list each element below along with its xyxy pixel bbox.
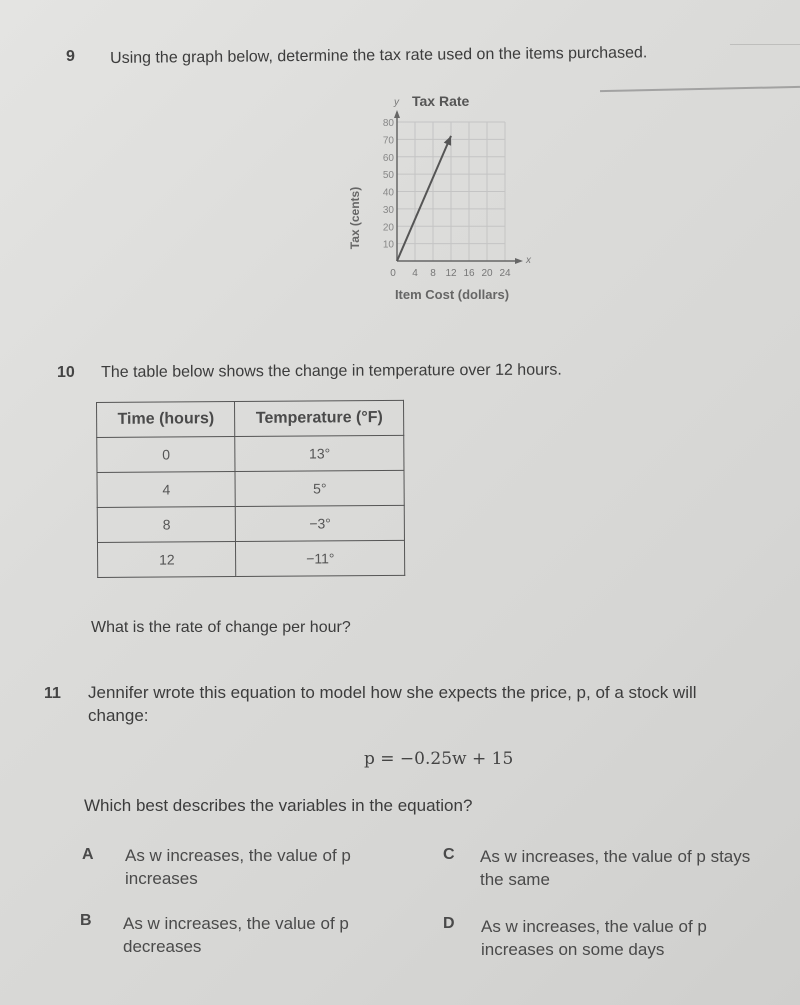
y-tick-label: 70 [382,135,394,147]
y-axis-arrow [394,110,400,118]
table-cell-temperature: 5° [235,470,404,506]
table-row [97,505,404,542]
table-cell-temperature: −11° [236,540,405,576]
table-cell-time: 4 [97,472,236,508]
y-tick-label: 60 [382,152,394,164]
x-tick-label: 12 [445,268,457,279]
stock-equation: p = −0.25w + 15 [364,749,514,769]
x-axis-letter: x [526,255,531,266]
x-axis-label: Item Cost (dollars) [394,287,510,302]
temperature-table [96,400,405,578]
option-b-line2: decreases [123,937,202,956]
tax-rate-chart [330,88,550,308]
option-b-letter[interactable]: B [80,912,92,929]
series-line-tax [397,136,451,261]
y-tick-label: 10 [382,239,394,251]
x-tick-label: 8 [430,268,436,279]
table-cell-time: 0 [97,437,236,473]
pencil-mark [730,44,800,45]
option-d-line2: increases on some days [481,940,665,959]
table-header-row [97,400,404,437]
option-a-text[interactable] [125,844,425,890]
question-10-number: 10 [57,364,75,381]
chart-series [397,136,451,261]
x-tick-label: 20 [481,268,493,279]
y-tick-label: 40 [382,187,394,199]
y-axis-label: Tax (cents) [348,186,362,250]
chart-title: Tax Rate [412,93,470,109]
option-c-line2: the same [480,870,550,889]
option-c-text[interactable] [480,845,790,891]
y-tick-label: 20 [382,222,394,234]
option-c-line1: As w increases, the value of p stays [480,847,751,866]
table-header-time: Time (hours) [97,402,236,438]
pencil-mark [600,86,800,92]
y-tick-label: 50 [382,170,394,182]
option-d-letter[interactable]: D [443,915,455,932]
y-axis-letter: y [394,97,399,108]
table-cell-temperature: −3° [236,505,405,541]
x-tick-label: 16 [463,268,475,279]
option-d-text[interactable] [481,915,791,961]
table-row [97,470,404,507]
tax-rate-chart-svg [330,88,550,308]
question-11-number: 11 [44,685,61,702]
table-cell-time: 12 [97,542,236,578]
option-a-letter[interactable]: A [82,846,94,863]
y-tick-label: 30 [382,204,394,216]
option-c-letter[interactable]: C [443,846,455,863]
question-9-text: Using the graph below, determine the tax rate used on the items purchased. [110,44,648,67]
table-row [97,540,404,577]
question-11-text-line2: change: [88,706,149,725]
option-d-line1: As w increases, the value of p [481,917,707,936]
option-b-line1: As w increases, the value of p [123,914,349,933]
x-tick-label: 0 [390,268,396,279]
question-10-text: The table below shows the change in temperature over 12 hours. [101,361,562,381]
option-b-text[interactable] [123,912,423,958]
option-a-line1: As w increases, the value of p [125,846,351,865]
y-tick-label: 80 [382,118,394,129]
question-10-prompt: What is the rate of change per hour? [91,619,351,636]
table-cell-time: 8 [97,507,236,543]
table-row [97,435,404,472]
x-tick-label: 24 [499,268,511,279]
question-11-text-line1: Jennifer wrote this equation to model how she expects the price, p, of a stock will [88,683,697,702]
chart-axes [394,110,523,264]
table-cell-temperature: 13° [235,435,404,471]
x-axis-arrow [515,258,523,264]
question-11-prompt: Which best describes the variables in the equation? [84,796,473,815]
option-a-line2: increases [125,869,198,888]
x-tick-label: 4 [412,268,418,279]
table-header-temperature: Temperature (°F) [235,400,404,436]
question-9-number: 9 [66,48,75,65]
